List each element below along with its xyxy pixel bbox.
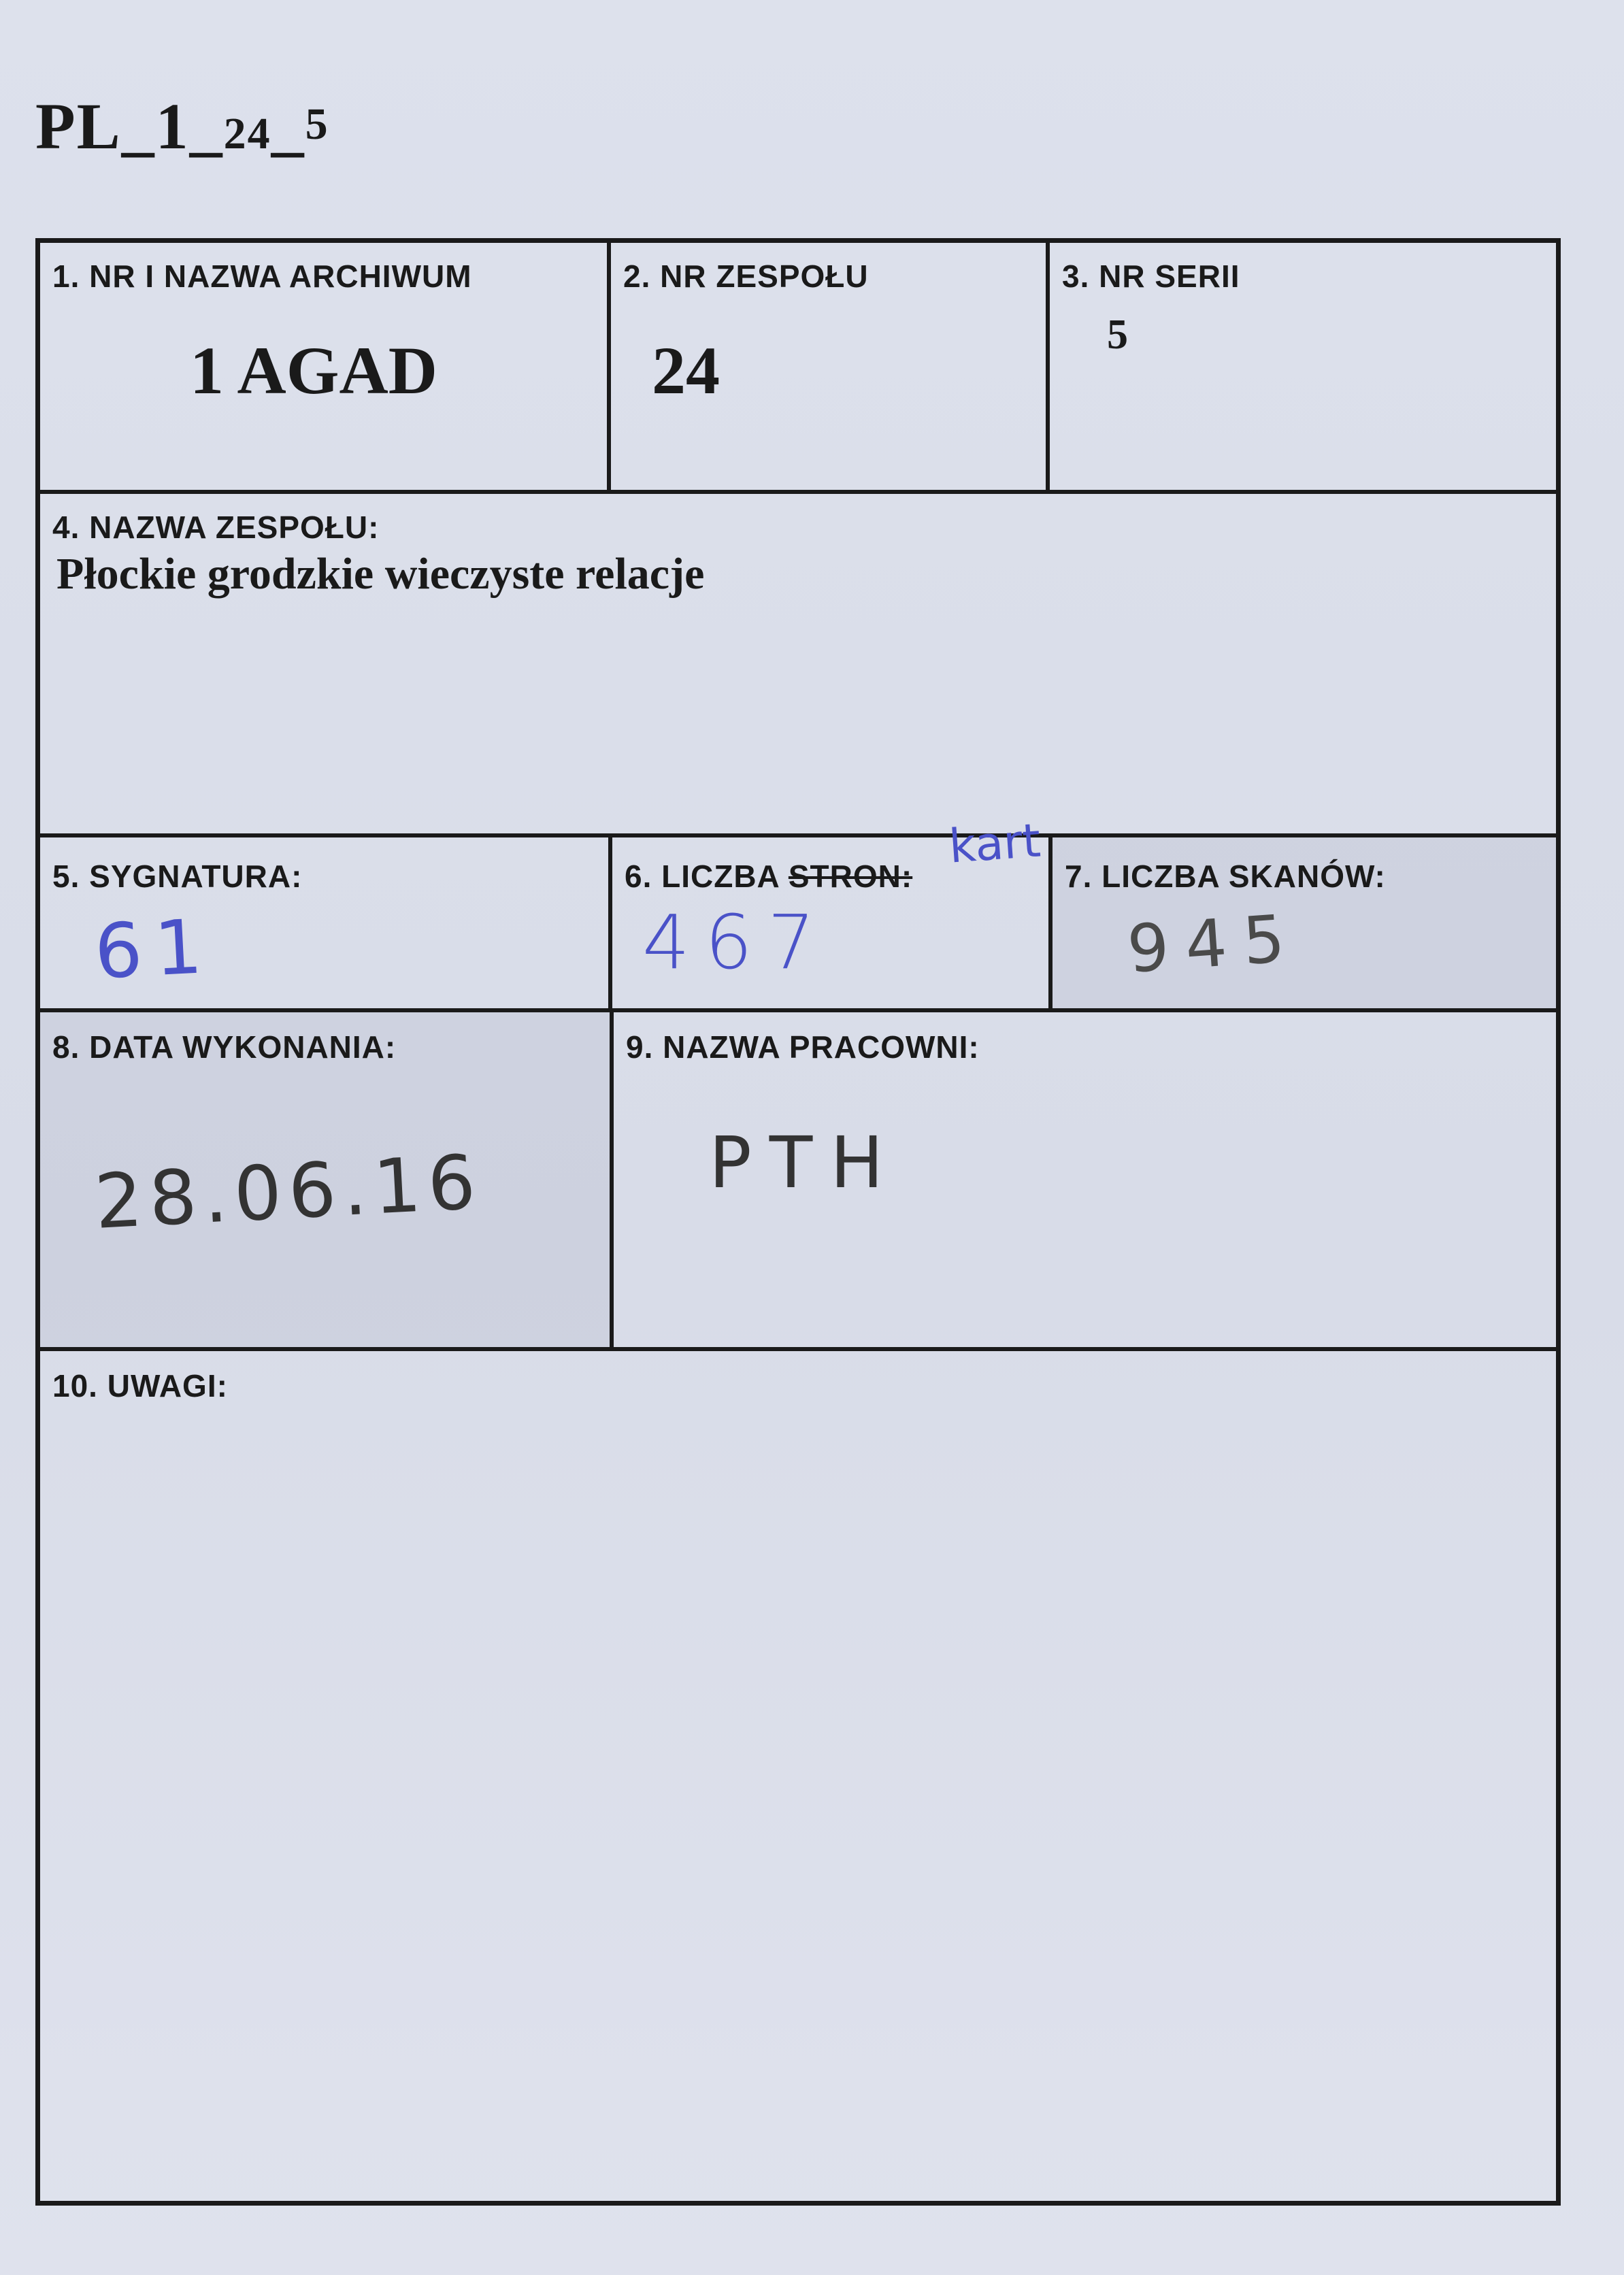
archive-label: 1. NR I NAZWA ARCHIWUM (52, 259, 472, 294)
scan-count-value: 945 (1125, 899, 1304, 988)
date-value: 28.06.16 (93, 1138, 484, 1246)
archive-value: 1 AGAD (190, 333, 437, 408)
notes-cell (40, 1351, 1556, 2201)
fond-name-label: 4. NAZWA ZESPOŁU: (52, 510, 380, 545)
fond-name-cell (40, 494, 1556, 833)
code-prefix: PL_1_ (35, 90, 224, 163)
signature-label: 5. SYGNATURA: (52, 859, 303, 894)
date-cell (40, 1012, 610, 1347)
fond-number-cell (611, 243, 1046, 490)
fond-number-value: 24 (652, 333, 720, 408)
document-code (35, 90, 329, 163)
signature-cell (40, 837, 608, 1008)
code-separator: _ (271, 90, 305, 163)
code-series: 5 (305, 99, 329, 149)
archive-form (35, 238, 1561, 2206)
fond-number-label: 2. NR ZESPOŁU (623, 259, 869, 294)
page-count-value: 467 (642, 899, 830, 986)
workshop-cell (614, 1012, 1556, 1347)
fond-name-value: Płockie grodzkie wieczyste relacje (56, 549, 705, 599)
series-number-label: 3. NR SERII (1062, 259, 1240, 294)
date-label: 8. DATA WYKONANIA: (52, 1029, 397, 1065)
archive-cell (40, 243, 607, 490)
page-count-cell (612, 814, 1048, 1008)
signature-value: 61 (92, 902, 217, 996)
page-count-label-struck: STRON: (788, 859, 913, 894)
workshop-value: PTH (709, 1121, 901, 1204)
page-count-label-prefix: 6. LICZBA (625, 859, 789, 894)
scan-count-cell (1053, 837, 1556, 1008)
series-number-cell (1050, 243, 1556, 490)
workshop-label: 9. NAZWA PRACOWNI: (626, 1029, 980, 1065)
notes-label: 10. UWAGI: (52, 1368, 228, 1404)
series-number-value: 5 (1107, 312, 1128, 358)
page-count-correction: kart (947, 814, 1043, 874)
scan-count-label: 7. LICZBA SKANÓW: (1065, 859, 1386, 894)
page-count-label (625, 858, 912, 895)
code-fond: 24 (223, 109, 271, 159)
